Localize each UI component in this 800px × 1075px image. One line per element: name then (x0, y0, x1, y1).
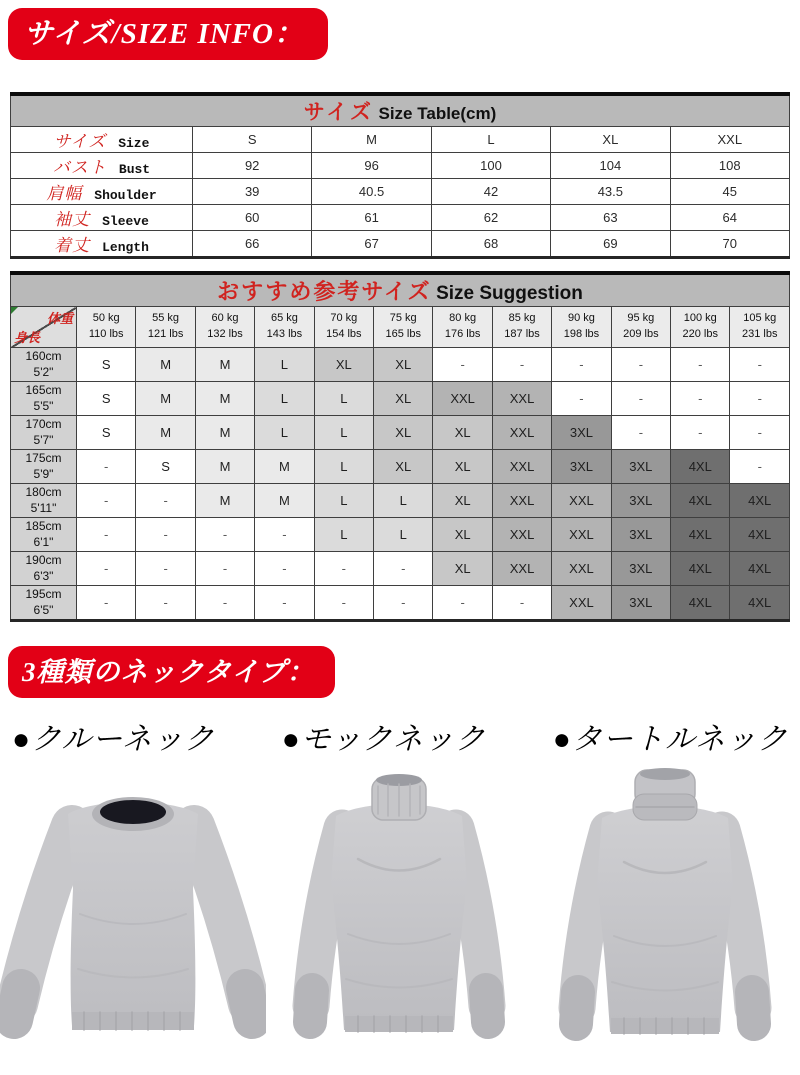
size-table-cell: 70 (670, 231, 789, 258)
suggestion-cell: XXL (492, 518, 551, 552)
suggestion-row (11, 416, 790, 450)
size-table-cell: L (431, 127, 550, 153)
suggestion-cell: - (492, 348, 551, 382)
size-table-cell: 42 (431, 179, 550, 205)
suggestion-row (11, 348, 790, 382)
size-table-cell: 62 (431, 205, 550, 231)
measure-label (11, 205, 193, 231)
suggestion-cell: XL (433, 552, 492, 586)
mock-neck-label: ●モックネック (281, 723, 486, 756)
size-table-cell: 60 (193, 205, 312, 231)
height-row-header: 195cm 6'5" (11, 586, 77, 621)
suggestion-table-title (11, 273, 790, 307)
suggestion-cell: - (136, 518, 195, 552)
suggestion-cell: - (195, 586, 254, 621)
suggestion-cell: - (374, 586, 433, 621)
corner-height-label: 身長 (14, 330, 41, 345)
measure-label (11, 231, 193, 258)
suggestion-cell: - (611, 382, 670, 416)
suggestion-cell: L (314, 450, 373, 484)
size-table-cell: 61 (312, 205, 431, 231)
suggestion-row (11, 382, 790, 416)
suggestion-cell: - (671, 416, 730, 450)
suggestion-cell: - (255, 552, 314, 586)
suggestion-cell: - (255, 586, 314, 621)
weight-column-header: 90 kg 198 lbs (552, 307, 611, 348)
suggestion-cell: XL (314, 348, 373, 382)
suggestion-cell: 3XL (611, 484, 670, 518)
suggestion-cell: - (255, 518, 314, 552)
suggestion-cell: M (136, 382, 195, 416)
size-info-banner: サイズ/SIZE INFO： (8, 8, 328, 60)
suggestion-cell: - (314, 586, 373, 621)
weight-column-header: 95 kg 209 lbs (611, 307, 670, 348)
suggestion-cell: - (730, 416, 790, 450)
weight-column-header: 105 kg 231 lbs (730, 307, 790, 348)
weight-column-header: 75 kg 165 lbs (374, 307, 433, 348)
height-row-header: 180cm 5'11" (11, 484, 77, 518)
suggestion-cell: M (255, 484, 314, 518)
suggestion-row (11, 484, 790, 518)
suggestion-cell: 4XL (730, 552, 790, 586)
suggestion-cell: - (195, 518, 254, 552)
suggestion-cell: 3XL (552, 450, 611, 484)
suggestion-cell: - (671, 348, 730, 382)
suggestion-cell: 4XL (730, 518, 790, 552)
crew-neck-image (0, 764, 266, 1075)
size-table (10, 92, 790, 259)
size-table-cell: 100 (431, 153, 550, 179)
measure-label-jp: 肩幅 (46, 184, 83, 203)
suggestion-cell: - (136, 586, 195, 621)
suggestion-cell: XXL (552, 552, 611, 586)
suggestion-cell: XXL (552, 484, 611, 518)
suggestion-cell: M (195, 450, 254, 484)
suggestion-row (11, 518, 790, 552)
suggestion-row (11, 586, 790, 621)
suggestion-cell: 3XL (611, 518, 670, 552)
weight-column-header: 55 kg 121 lbs (136, 307, 195, 348)
suggestion-cell: - (552, 382, 611, 416)
suggestion-cell: L (255, 348, 314, 382)
suggestion-cell: 4XL (730, 484, 790, 518)
suggestion-cell: M (136, 348, 195, 382)
suggestion-cell: XL (433, 484, 492, 518)
suggestion-cell: - (552, 348, 611, 382)
measure-label-jp: バスト (52, 158, 107, 177)
measure-label-en: Shoulder (94, 188, 157, 203)
suggestion-cell: L (314, 518, 373, 552)
suggestion-cell: XXL (433, 382, 492, 416)
suggestion-cell: - (136, 552, 195, 586)
suggestion-cell: XL (374, 416, 433, 450)
suggestion-cell: L (255, 416, 314, 450)
suggestion-cell: XL (374, 382, 433, 416)
suggestion-cell: L (314, 382, 373, 416)
suggestion-title-jp: おすすめ参考サイズ (217, 279, 432, 304)
size-table-row (11, 179, 790, 205)
measure-label-en: Bust (118, 162, 151, 177)
suggestion-cell: - (730, 450, 790, 484)
suggestion-cell: - (611, 348, 670, 382)
weight-column-header: 80 kg 176 lbs (433, 307, 492, 348)
size-table-cell: 68 (431, 231, 550, 258)
size-table-cell: 64 (670, 205, 789, 231)
size-table-cell: 96 (312, 153, 431, 179)
size-table-title-jp: サイズ (303, 100, 375, 124)
suggestion-cell: M (195, 382, 254, 416)
crew-neck-sweater-illustration (0, 764, 266, 1075)
suggestion-cell: XXL (492, 416, 551, 450)
suggestion-cell: S (136, 450, 195, 484)
size-table-cell: XXL (670, 127, 789, 153)
suggestion-cell: 4XL (671, 450, 730, 484)
size-table-cell: 45 (670, 179, 789, 205)
height-row-header: 185cm 6'1" (11, 518, 77, 552)
size-table-row (11, 153, 790, 179)
size-table-cell: M (312, 127, 431, 153)
suggestion-cell: M (195, 416, 254, 450)
height-row-header: 190cm 6'3" (11, 552, 77, 586)
suggestion-row (11, 552, 790, 586)
suggestion-cell: L (374, 518, 433, 552)
size-table-cell: XL (551, 127, 670, 153)
size-table-cell: 67 (312, 231, 431, 258)
size-table-cell: 39 (193, 179, 312, 205)
neck-types-banner: 3種類のネックタイプ： (8, 646, 335, 698)
size-suggestion-table (10, 271, 790, 622)
turtleneck-image (532, 764, 798, 1075)
size-table-cell: 69 (551, 231, 670, 258)
size-table-title-row (11, 94, 790, 127)
measure-label (11, 179, 193, 205)
suggestion-cell: - (314, 552, 373, 586)
weight-column-header: 85 kg 187 lbs (492, 307, 551, 348)
suggestion-cell: XXL (552, 586, 611, 621)
suggestion-cell: S (77, 382, 136, 416)
weight-column-header: 65 kg 143 lbs (255, 307, 314, 348)
suggestion-cell: 4XL (671, 552, 730, 586)
suggestion-table-body (11, 348, 790, 621)
size-table-cell: 63 (551, 205, 670, 231)
neck-type-labels (0, 714, 800, 758)
suggestion-cell: M (255, 450, 314, 484)
suggestion-cell: - (77, 552, 136, 586)
suggestion-cell: 4XL (671, 484, 730, 518)
size-table-cell: S (193, 127, 312, 153)
measure-label-jp: サイズ (53, 132, 107, 151)
suggestion-cell: - (77, 484, 136, 518)
turtleneck-label: ●タートルネック (552, 723, 788, 756)
suggestion-cell: 4XL (730, 586, 790, 621)
weight-header-row (11, 307, 790, 348)
size-table-title-en: Size Table(cm) (378, 104, 497, 123)
height-row-header: 175cm 5'9" (11, 450, 77, 484)
suggestion-cell: - (374, 552, 433, 586)
size-table-row (11, 205, 790, 231)
height-row-header: 165cm 5'5" (11, 382, 77, 416)
suggestion-cell: - (433, 586, 492, 621)
weight-column-header: 60 kg 132 lbs (195, 307, 254, 348)
corner-weight-label: 体重 (46, 311, 73, 326)
mock-neck-sweater-illustration (266, 764, 532, 1075)
suggestion-cell: XXL (492, 484, 551, 518)
measure-label (11, 127, 193, 153)
height-row-header: 170cm 5'7" (11, 416, 77, 450)
suggestion-cell: 3XL (611, 450, 670, 484)
suggestion-cell: XL (374, 450, 433, 484)
suggestion-cell: - (433, 348, 492, 382)
size-table-row (11, 127, 790, 153)
measure-label-en: Length (102, 240, 149, 255)
size-table-title (11, 94, 790, 127)
suggestion-cell: XXL (492, 552, 551, 586)
height-row-header: 160cm 5'2" (11, 348, 77, 382)
suggestion-cell: - (730, 348, 790, 382)
weight-column-header: 100 kg 220 lbs (671, 307, 730, 348)
size-table-cell: 104 (551, 153, 670, 179)
suggestion-cell: M (195, 484, 254, 518)
suggestion-title-en: Size Suggestion (436, 283, 583, 304)
suggestion-cell: 4XL (671, 586, 730, 621)
suggestion-cell: - (195, 552, 254, 586)
suggestion-cell: 3XL (552, 416, 611, 450)
suggestion-cell: XXL (492, 450, 551, 484)
cell-note-marker-icon (11, 307, 18, 314)
suggestion-cell: XL (433, 416, 492, 450)
suggestion-cell: S (77, 416, 136, 450)
suggestion-cell: L (255, 382, 314, 416)
turtleneck-sweater-illustration (532, 764, 798, 1075)
suggestion-cell: M (195, 348, 254, 382)
suggestion-cell: - (77, 450, 136, 484)
suggestion-cell: - (492, 586, 551, 621)
measure-label (11, 153, 193, 179)
suggestion-cell: XXL (552, 518, 611, 552)
suggestion-cell: L (374, 484, 433, 518)
suggestion-cell: S (77, 348, 136, 382)
size-table-cell: 108 (670, 153, 789, 179)
mock-neck-image (266, 764, 532, 1075)
weight-column-header: 70 kg 154 lbs (314, 307, 373, 348)
weight-height-corner-cell (11, 307, 77, 348)
measure-label-en: Sleeve (102, 214, 149, 229)
weight-column-header: 50 kg 110 lbs (77, 307, 136, 348)
suggestion-cell: XL (433, 518, 492, 552)
suggestion-cell: L (314, 416, 373, 450)
measure-label-jp: 着丈 (54, 236, 91, 255)
crew-neck-label: ●クルーネック (12, 723, 215, 756)
size-table-cell: 40.5 (312, 179, 431, 205)
suggestion-cell: 3XL (611, 586, 670, 621)
size-table-cell: 43.5 (551, 179, 670, 205)
size-table-cell: 66 (193, 231, 312, 258)
measure-label-jp: 袖丈 (54, 210, 91, 229)
suggestion-cell: 3XL (611, 552, 670, 586)
measure-label-en: Size (118, 136, 150, 151)
suggestion-cell: - (611, 416, 670, 450)
suggestion-cell: 4XL (671, 518, 730, 552)
size-table-cell: 92 (193, 153, 312, 179)
suggestion-cell: - (730, 382, 790, 416)
suggestion-table-title-row (11, 273, 790, 307)
suggestion-cell: M (136, 416, 195, 450)
suggestion-row (11, 450, 790, 484)
suggestion-cell: XL (374, 348, 433, 382)
suggestion-cell: XXL (492, 382, 551, 416)
size-table-body (11, 127, 790, 258)
suggestion-cell: - (671, 382, 730, 416)
product-images (0, 764, 800, 1075)
suggestion-cell: - (77, 586, 136, 621)
size-table-row (11, 231, 790, 258)
suggestion-cell: - (136, 484, 195, 518)
suggestion-cell: - (77, 518, 136, 552)
suggestion-cell: XL (433, 450, 492, 484)
suggestion-cell: L (314, 484, 373, 518)
